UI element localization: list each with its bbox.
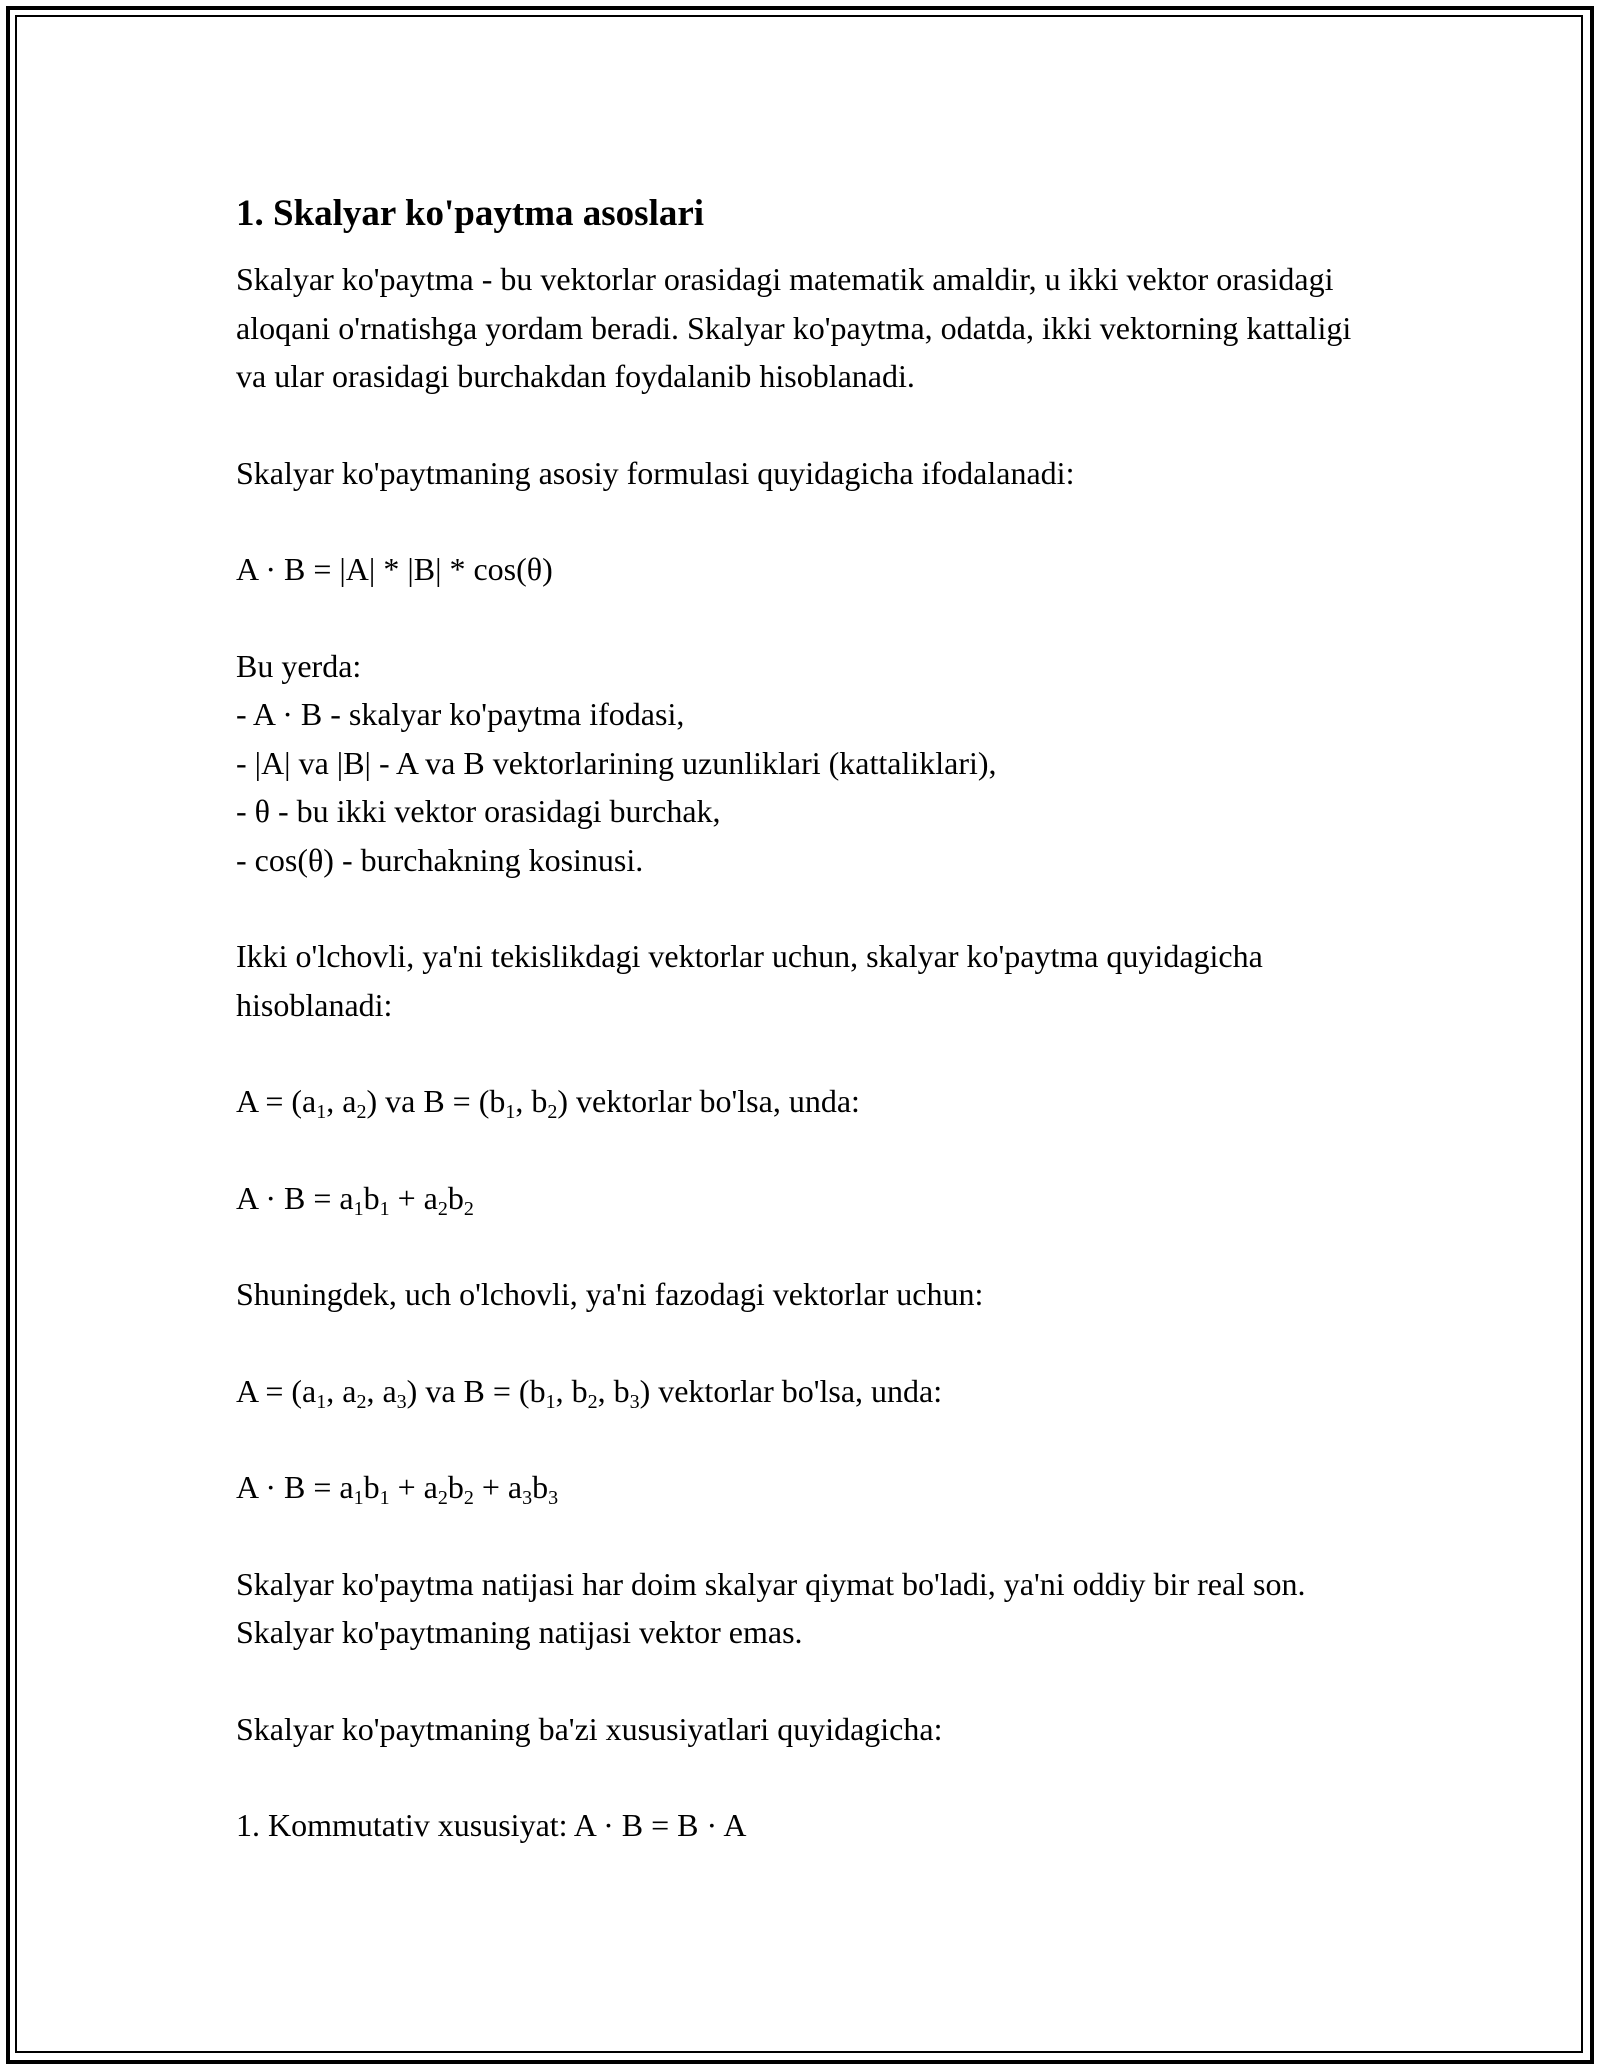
two-d-intro: Ikki o'lchovli, ya'ni tekislikdagi vektorlar uchun, skalyar ko'paytma quyidagicha hisoblanadi: [236, 938, 1263, 1023]
three-d-formula: $A \cdot B = a_1b_1 + a_2b_2 + a_3b_3$ [236, 1469, 559, 1509]
intro-paragraph: Skalyar ko'paytma - bu vektorlar orasidagi matematik amaldir, u ikki vektor orasidagi aloqani o'rnatishga yordam beradi. Skalyar ko'paytma, odatda, ikki vektorning kattaligi va ular orasidagi burchakdan foydalanib hisoblanadi. [236, 261, 1352, 394]
two-d-formula: $A \cdot B = a_1b_1 + a_2b_2$ [236, 1179, 474, 1220]
three-d-vectors: $A = (a_1$, $a_2$, $a_3$) va $B = (b_1$, $b_2$, $b_3$) vektorlar bo'lsa, unda: [236, 1372, 943, 1413]
where-item: - cos(θ) - burchakning kosinusi. [236, 841, 644, 878]
where-item: - |A| va |B| - A va B vektorlarining uzunliklari (kattaliklari), [236, 744, 997, 781]
where-label: Bu yerda: [236, 647, 362, 684]
property-item-1: 1. Kommutativ xususiyat: A · B = B · A [236, 1807, 747, 1843]
formula-intro: Skalyar ko'paytmaning asosiy formulasi quyidagicha ifodalanadi: [236, 454, 1075, 491]
three-d-intro: Shuningdek, uch o'lchovli, ya'ni fazodagi vektorlar uchun: [236, 1276, 984, 1312]
result-note: Skalyar ko'paytma natijasi har doim skalyar qiymat bo'ladi, ya'ni oddiy bir real son. Skalyar ko'paytmaning natijasi vektor emas. [236, 1565, 1306, 1650]
section-heading: 1. Skalyar ko'paytma asoslari [236, 193, 705, 234]
document-body [236, 188, 1386, 1850]
where-item: - θ - bu ikki vektor orasidagi burchak, [236, 793, 721, 829]
where-item: - A · B - skalyar ko'paytma ifodasi, [236, 696, 685, 732]
properties-intro: Skalyar ko'paytmaning ba'zi xususiyatlari quyidagicha: [236, 1710, 943, 1747]
two-d-vectors: $A = (a_1$, $a_2$) va $B = (b_1$, $b_2$) vektorlar bo'lsa, unda: [236, 1083, 860, 1123]
main-formula: A · B = |A| * |B| * cos(θ) [236, 551, 553, 587]
